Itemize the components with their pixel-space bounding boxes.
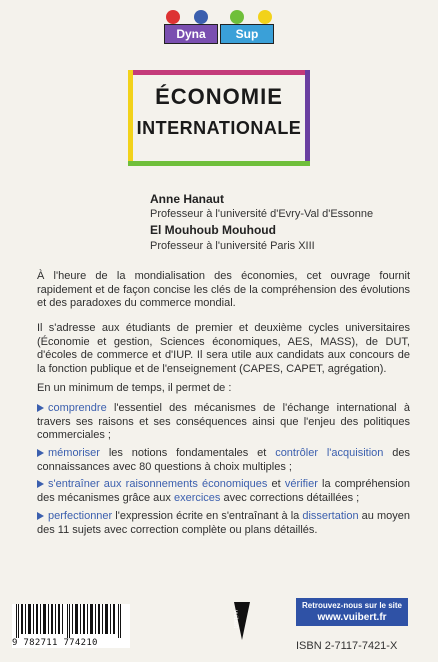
barcode-digits: 9 782711 774210 [12,638,130,648]
triangle-bullet-icon [37,449,44,457]
author-2-role: Professeur à l'université Paris XIII [150,240,315,252]
keyword: exercices [173,491,221,504]
lead-in-paragraph: En un minimum de temps, il permet de : [37,382,232,394]
keyword: s'entraîner aux raisonnements économiques [48,478,268,490]
keyword: perfectionner [48,510,113,522]
figure-green-icon [230,10,244,24]
bullet-s-entrainer [37,478,410,505]
bullet-text: au moyen des 11 sujets avec correction complète ou plans détaillés. [37,510,410,536]
keyword: vérifier [284,478,318,490]
dynasup-logo [164,10,274,46]
keyword: mémoriser [48,447,100,459]
bullet-text: l'expression écrite en s'entraînant à la [112,510,303,522]
banner-line-2[interactable]: www.vuibert.fr [317,612,387,623]
bullet-memoriser [37,447,410,474]
intro-paragraph: À l'heure de la mondialisation des économies, cet ouvrage fournit rapidement et de façon concise les clés de la compréhension des évolutions et des paradoxes du commerce mondial. [37,270,410,310]
bullet-text: des connaissances avec 80 questions à choix multiples ; [37,447,410,473]
bullet-text: les notions fondamentales et [99,447,276,459]
banner-line-1: Retrouvez-nous sur le site [301,601,403,610]
triangle-bullet-icon [37,512,44,520]
audience-paragraph: Il s'adresse aux étudiants de premier et deuxième cycles universitaires (Économie et gestion, Sciences économiques, AES, MASS), de DUT, d'écoles de commerce et d'IUP. Il sera utile aux candidats aux concours de la fonction publique et de l'enseignement (CAPES, CAPET, agrégation). [37,322,410,375]
vuibert-logo [232,600,252,642]
frame-top-magenta [128,70,310,75]
keyword: contrôler l'acquisition [275,447,384,459]
bullet-perfectionner [37,510,410,537]
bullet-text: avec corrections détaillées ; [220,491,360,504]
bullet-text: et [267,478,285,490]
author-2-name: El Mouhoub Mouhoud [150,223,276,237]
title-frame [128,70,310,166]
author-1-role: Professeur à l'université d'Evry-Val d'Essonne [150,208,374,220]
bullet-comprendre [37,402,410,443]
title-line-1: ÉCONOMIE [155,84,283,109]
figure-yellow-icon [258,10,272,24]
title-line-2: INTERNATIONALE [136,118,302,138]
keyword: comprendre [48,402,107,414]
figure-blue-icon [194,10,208,24]
frame-bottom-green [128,161,310,166]
figure-red-icon [166,10,180,24]
publisher-website-banner[interactable] [296,598,408,626]
vuibert-logo-text: vuibert [232,609,239,629]
barcode [12,604,130,648]
author-1-name: Anne Hanaut [150,192,225,206]
barcode-bars [12,604,130,638]
triangle-bullet-icon [37,480,44,488]
keyword: dissertation [302,510,359,522]
bullet-text: la compréhension des mécanismes grâce aux [37,478,410,504]
triangle-bullet-icon [37,404,44,412]
logo-word-dyna: Dyna [164,24,218,44]
isbn: ISBN 2-7117-7421-X [296,640,398,652]
bullet-text: l'essentiel des mécanismes de l'échange international à travers ses raisons et ses conséquences ainsi que l'enjeu des politiques commerciales ; [37,402,410,442]
logo-word-sup: Sup [220,24,274,44]
